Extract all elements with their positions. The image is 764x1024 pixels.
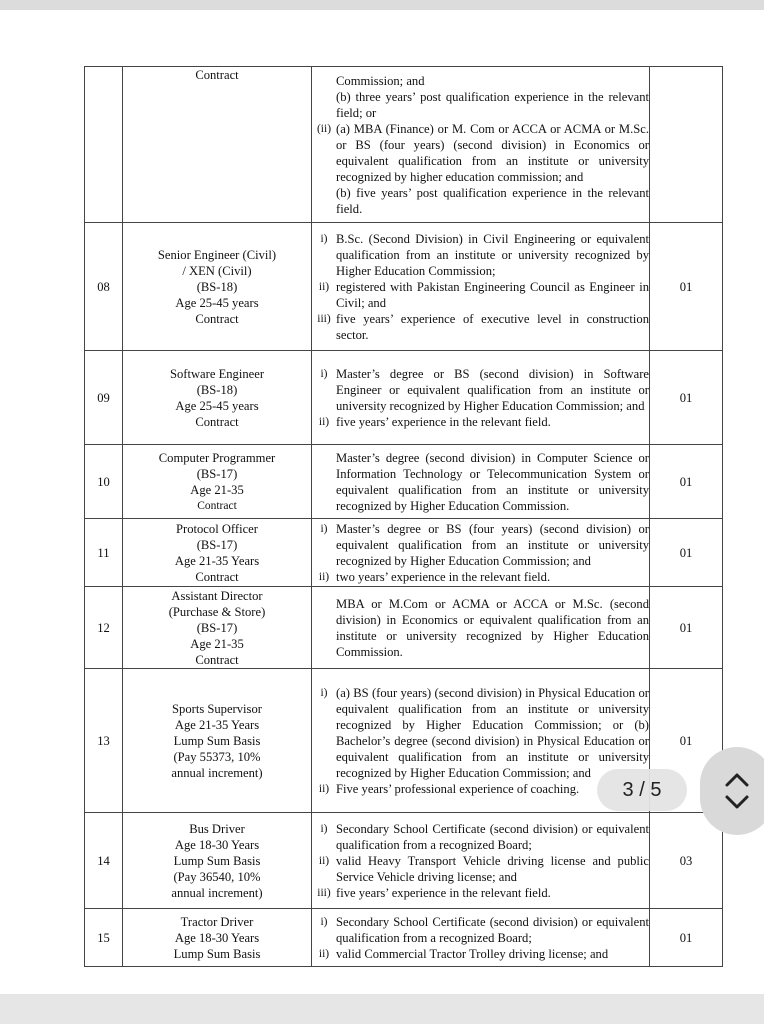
qualification-item bbox=[312, 366, 649, 414]
post-line: Protocol Officer bbox=[176, 521, 258, 536]
post-line: (BS-18) bbox=[196, 279, 238, 294]
table-row bbox=[85, 351, 723, 445]
post-line: Sports Supervisor bbox=[172, 701, 262, 716]
post-count-cell: 01 bbox=[650, 587, 723, 669]
post-line: (Purchase & Store) bbox=[168, 604, 266, 619]
qualification-item bbox=[312, 685, 649, 781]
item-text: valid Heavy Transport Vehicle driving license and public Service Vehicle driving license; and bbox=[336, 853, 649, 884]
post-line: (BS-17) bbox=[196, 620, 238, 635]
post-line: Assistant Director bbox=[171, 588, 263, 603]
post-line: annual increment) bbox=[171, 765, 263, 780]
post-line: Lump Sum Basis bbox=[173, 853, 261, 868]
post-line: Contract bbox=[195, 311, 239, 326]
post-line: Age 21-35 Years bbox=[174, 553, 260, 568]
post-cell bbox=[123, 909, 312, 967]
item-text: five years’ experience in the relevant field. bbox=[336, 885, 551, 900]
item-marker: iii) bbox=[317, 312, 331, 325]
post-count-cell: 01 bbox=[650, 351, 723, 445]
qualification-item bbox=[312, 311, 649, 343]
item-text: valid Commercial Tractor Trolley driving license; and bbox=[336, 946, 609, 961]
post-count-cell: 01 bbox=[650, 909, 723, 967]
item-marker: ii) bbox=[318, 947, 330, 960]
table-row bbox=[85, 223, 723, 351]
item-marker bbox=[312, 450, 336, 514]
qualification-item bbox=[312, 596, 649, 660]
item-marker: i) bbox=[320, 367, 328, 380]
post-line: Contract bbox=[195, 68, 239, 82]
post-line: (Pay 36540, 10% bbox=[173, 869, 261, 884]
item-text: B.Sc. (Second Division) in Civil Engineering or equivalent qualification from an institute or university recognized by Higher Education Commission; bbox=[336, 231, 649, 278]
post-line: Lump Sum Basis bbox=[173, 733, 261, 748]
post-line: Senior Engineer (Civil) bbox=[157, 247, 277, 262]
item-text: (a) MBA (Finance) or M. Com or ACCA or ACMA or M.Sc. or BS (four years) (second division) in Economics or equivalent qualification from an institute or university recognized by higher education commission; and bbox=[336, 121, 649, 184]
job-table bbox=[84, 66, 723, 967]
item-marker: i) bbox=[320, 822, 328, 835]
qualification-item bbox=[312, 450, 649, 514]
qualification-item bbox=[312, 914, 649, 946]
item-text: (a) BS (four years) (second division) in Physical Education or equivalent qualification from an institute or university recognized by Higher Education Commission; or (b) Bachelor’s degree (second division) in Physical Education or equivalent qualification from an institute or university recognized by Higher Education Commission; and bbox=[336, 685, 649, 780]
qualification-item bbox=[312, 121, 649, 185]
post-count-cell: 01 bbox=[650, 445, 723, 519]
qualification-item bbox=[312, 89, 649, 121]
post-line: Contract bbox=[195, 652, 239, 667]
qualification-item bbox=[312, 521, 649, 569]
qualification-item bbox=[312, 821, 649, 853]
post-count-cell bbox=[650, 67, 723, 223]
qualification-item bbox=[312, 279, 649, 311]
post-count-cell: 03 bbox=[650, 813, 723, 909]
post-line: (BS-17) bbox=[196, 466, 238, 481]
document-page bbox=[0, 10, 764, 994]
qualification-item bbox=[312, 853, 649, 885]
chevron-up-icon[interactable] bbox=[724, 772, 750, 788]
post-line: Age 21-35 Years bbox=[174, 717, 260, 732]
post-cell bbox=[123, 67, 312, 223]
post-cell bbox=[123, 445, 312, 519]
page-nav-control[interactable] bbox=[700, 747, 764, 835]
post-line: Age 18-30 Years bbox=[174, 930, 260, 945]
post-count-cell: 01 bbox=[650, 223, 723, 351]
post-cell bbox=[123, 669, 312, 813]
item-marker bbox=[312, 73, 336, 89]
item-marker: i) bbox=[320, 232, 328, 245]
item-text: Master’s degree or BS (four years) (second division) or equivalent qualification from an institute or university recognized by Higher Education Commission; and bbox=[336, 521, 649, 568]
table-row bbox=[85, 813, 723, 909]
serial-number-cell: 10 bbox=[85, 445, 123, 519]
chevron-down-icon[interactable] bbox=[724, 794, 750, 810]
table-row bbox=[85, 67, 723, 223]
post-line: Age 25-45 years bbox=[175, 295, 259, 310]
table-row bbox=[85, 909, 723, 967]
item-text: (b) five years’ post qualification experience in the relevant field. bbox=[336, 185, 649, 216]
item-marker bbox=[312, 596, 336, 660]
post-cell bbox=[123, 519, 312, 587]
post-line: Age 21-35 bbox=[190, 636, 244, 651]
post-count-cell: 01 bbox=[650, 519, 723, 587]
post-line: Computer Programmer bbox=[158, 450, 276, 465]
qualification-item bbox=[312, 73, 649, 89]
item-text: Commission; and bbox=[336, 73, 425, 88]
item-marker bbox=[312, 89, 336, 121]
page-indicator bbox=[597, 769, 687, 811]
item-marker: ii) bbox=[318, 570, 330, 583]
post-line: Lump Sum Basis bbox=[173, 946, 261, 961]
serial-number-cell: 15 bbox=[85, 909, 123, 967]
post-line: Age 18-30 Years bbox=[174, 837, 260, 852]
qualification-item bbox=[312, 569, 649, 585]
post-line: / XEN (Civil) bbox=[182, 263, 252, 278]
item-marker: i) bbox=[320, 522, 328, 535]
qualification-cell bbox=[312, 67, 650, 223]
post-line: annual increment) bbox=[171, 885, 263, 900]
item-text: Master’s degree or BS (second division) in Software Engineer or equivalent qualification from an institute or university recognized by Higher Education Commission; and bbox=[336, 366, 649, 413]
item-marker bbox=[312, 185, 336, 217]
post-line: Software Engineer bbox=[169, 366, 265, 381]
serial-number-cell: 08 bbox=[85, 223, 123, 351]
item-marker: iii) bbox=[317, 886, 331, 899]
item-marker: i) bbox=[320, 915, 328, 928]
post-line: Contract bbox=[197, 499, 237, 512]
item-marker: i) bbox=[320, 686, 328, 699]
item-text: five years’ experience in the relevant field. bbox=[336, 414, 551, 429]
qualification-cell bbox=[312, 587, 650, 669]
item-marker: ii) bbox=[318, 280, 330, 293]
serial-number-cell bbox=[85, 67, 123, 223]
post-line: (Pay 55373, 10% bbox=[173, 749, 261, 764]
qualification-cell bbox=[312, 223, 650, 351]
item-text: Secondary School Certificate (second division) or equivalent qualification from a recognized Board; bbox=[336, 821, 649, 852]
table-row bbox=[85, 445, 723, 519]
serial-number-cell: 13 bbox=[85, 669, 123, 813]
post-cell bbox=[123, 223, 312, 351]
qualification-cell bbox=[312, 813, 650, 909]
qualification-item bbox=[312, 231, 649, 279]
item-marker: ii) bbox=[318, 415, 330, 428]
post-line: Contract bbox=[195, 414, 239, 429]
serial-number-cell: 12 bbox=[85, 587, 123, 669]
serial-number-cell: 09 bbox=[85, 351, 123, 445]
post-line: Tractor Driver bbox=[180, 914, 254, 929]
item-text: (b) three years’ post qualification experience in the relevant field; or bbox=[336, 89, 649, 120]
item-text: registered with Pakistan Engineering Council as Engineer in Civil; and bbox=[336, 279, 649, 310]
item-text: MBA or M.Com or ACMA or ACCA or M.Sc. (second division) in Economics or equivalent qualification from an institute or university recognized by Higher Education Commission. bbox=[336, 596, 649, 659]
table-row bbox=[85, 587, 723, 669]
qualification-cell bbox=[312, 445, 650, 519]
item-text: two years’ experience in the relevant field. bbox=[336, 569, 551, 584]
page-indicator-label: 3 / 5 bbox=[622, 778, 662, 801]
serial-number-cell: 11 bbox=[85, 519, 123, 587]
post-line: (BS-17) bbox=[196, 537, 238, 552]
post-cell bbox=[123, 587, 312, 669]
post-line: Age 21-35 bbox=[190, 482, 244, 497]
item-marker: ii) bbox=[318, 782, 330, 795]
post-line: Bus Driver bbox=[189, 821, 245, 836]
qualification-cell bbox=[312, 351, 650, 445]
post-count-cell: 01 bbox=[650, 669, 723, 813]
post-line: (BS-18) bbox=[196, 382, 238, 397]
qualification-item bbox=[312, 885, 649, 901]
viewer-bottom-bar bbox=[0, 994, 764, 1024]
table-row bbox=[85, 519, 723, 587]
post-cell bbox=[123, 351, 312, 445]
item-text: Five years’ professional experience of coaching. bbox=[336, 781, 580, 796]
qualification-cell bbox=[312, 909, 650, 967]
qualification-item bbox=[312, 414, 649, 430]
viewer-top-bar bbox=[0, 0, 764, 10]
item-text: five years’ experience of executive level in construction sector. bbox=[336, 311, 649, 342]
post-line: Age 25-45 years bbox=[175, 398, 259, 413]
post-line: Contract bbox=[195, 569, 239, 584]
item-text: Master’s degree (second division) in Computer Science or Information Technology or Telecommunication System or equivalent qualification from an institute or university recognized by Higher Education Commission. bbox=[336, 450, 649, 513]
item-marker: (ii) bbox=[316, 122, 332, 135]
serial-number-cell: 14 bbox=[85, 813, 123, 909]
qualification-cell bbox=[312, 519, 650, 587]
qualification-item bbox=[312, 946, 649, 962]
item-text: Secondary School Certificate (second division) or equivalent qualification from a recognized Board; bbox=[336, 914, 649, 945]
item-marker: ii) bbox=[318, 854, 330, 867]
post-cell bbox=[123, 813, 312, 909]
qualification-item bbox=[312, 185, 649, 217]
